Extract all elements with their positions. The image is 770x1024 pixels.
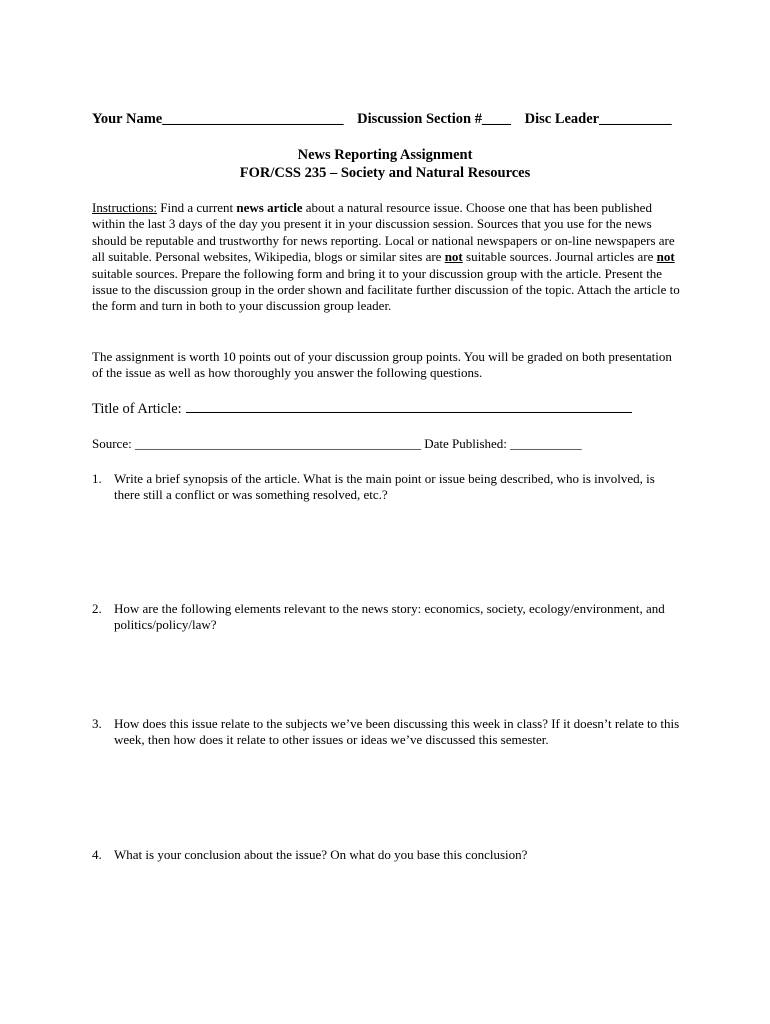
article-title-input-line[interactable]: [186, 400, 632, 413]
points-paragraph: The assignment is worth 10 points out of your discussion group points. You will be graded on both presentation of the issue as well as how thoroughly you answer the following questions.: [92, 349, 672, 381]
discussion-section-field[interactable]: Discussion Section #____: [357, 111, 511, 127]
instructions-not-2: not: [656, 249, 675, 265]
instructions-news-article: news article: [236, 200, 303, 215]
question-number: 3.: [92, 716, 102, 731]
instructions-paragraph: [92, 200, 682, 315]
source-date-field[interactable]: Source: ____________________________________________ Date Published: ___________: [92, 436, 582, 451]
instructions-label: Instructions:: [92, 200, 157, 215]
disc-leader-field[interactable]: Disc Leader__________: [524, 111, 672, 127]
instructions-text-1: Find a current: [157, 200, 237, 215]
article-title-field: [92, 400, 632, 418]
instructions-text-2: about a natural resource issue. Choose one that has been published within the last 3 days of the day you present it in your discussion session. Sources that you use for the news should be reputable and trustworthy for news reporting. Local or national newspapers or on-line newspapers are all suitable. Personal websites, Wikipedia, blogs or similar sites are: [92, 200, 675, 265]
instructions-text-3: suitable sources. Journal articles are: [462, 249, 657, 265]
question-number: 2.: [92, 601, 102, 616]
question-text: What is your conclusion about the issue? On what do you base this conclusion?: [114, 847, 528, 862]
course-title: FOR/CSS 235 – Society and Natural Resources: [239, 165, 531, 181]
question-item: [92, 601, 684, 634]
instructions-text-4: suitable sources. Prepare the following form and bring it to your discussion group with the article. Present the issue to the discussion group in the order shown and facilitate further discussion of the topic. Attach the article to the form and turn in both to your discussion group leader.: [92, 265, 680, 314]
question-item: [92, 847, 684, 863]
article-title-label: Title of Article:: [92, 401, 182, 417]
header-fields: [92, 111, 692, 128]
instructions-not-1: not: [444, 249, 463, 265]
question-text: Write a brief synopsis of the article. What is the main point or issue being described, who is involved, is there still a conflict or was something resolved, etc.?: [114, 471, 655, 503]
assignment-title: News Reporting Assignment: [297, 147, 473, 163]
your-name-field[interactable]: Your Name_________________________: [92, 111, 344, 127]
question-text: How are the following elements relevant to the news story: economics, society, ecology/environment, and politics/policy/law?: [114, 601, 665, 633]
question-number: 1.: [92, 471, 102, 486]
question-item: [92, 716, 684, 749]
question-text: How does this issue relate to the subjects we’ve been discussing this week in class? If it doesn’t relate to this week, then how does it relate to other issues or ideas we’ve discussed this semester.: [114, 716, 680, 748]
question-item: [92, 471, 684, 504]
question-number: 4.: [92, 847, 102, 862]
